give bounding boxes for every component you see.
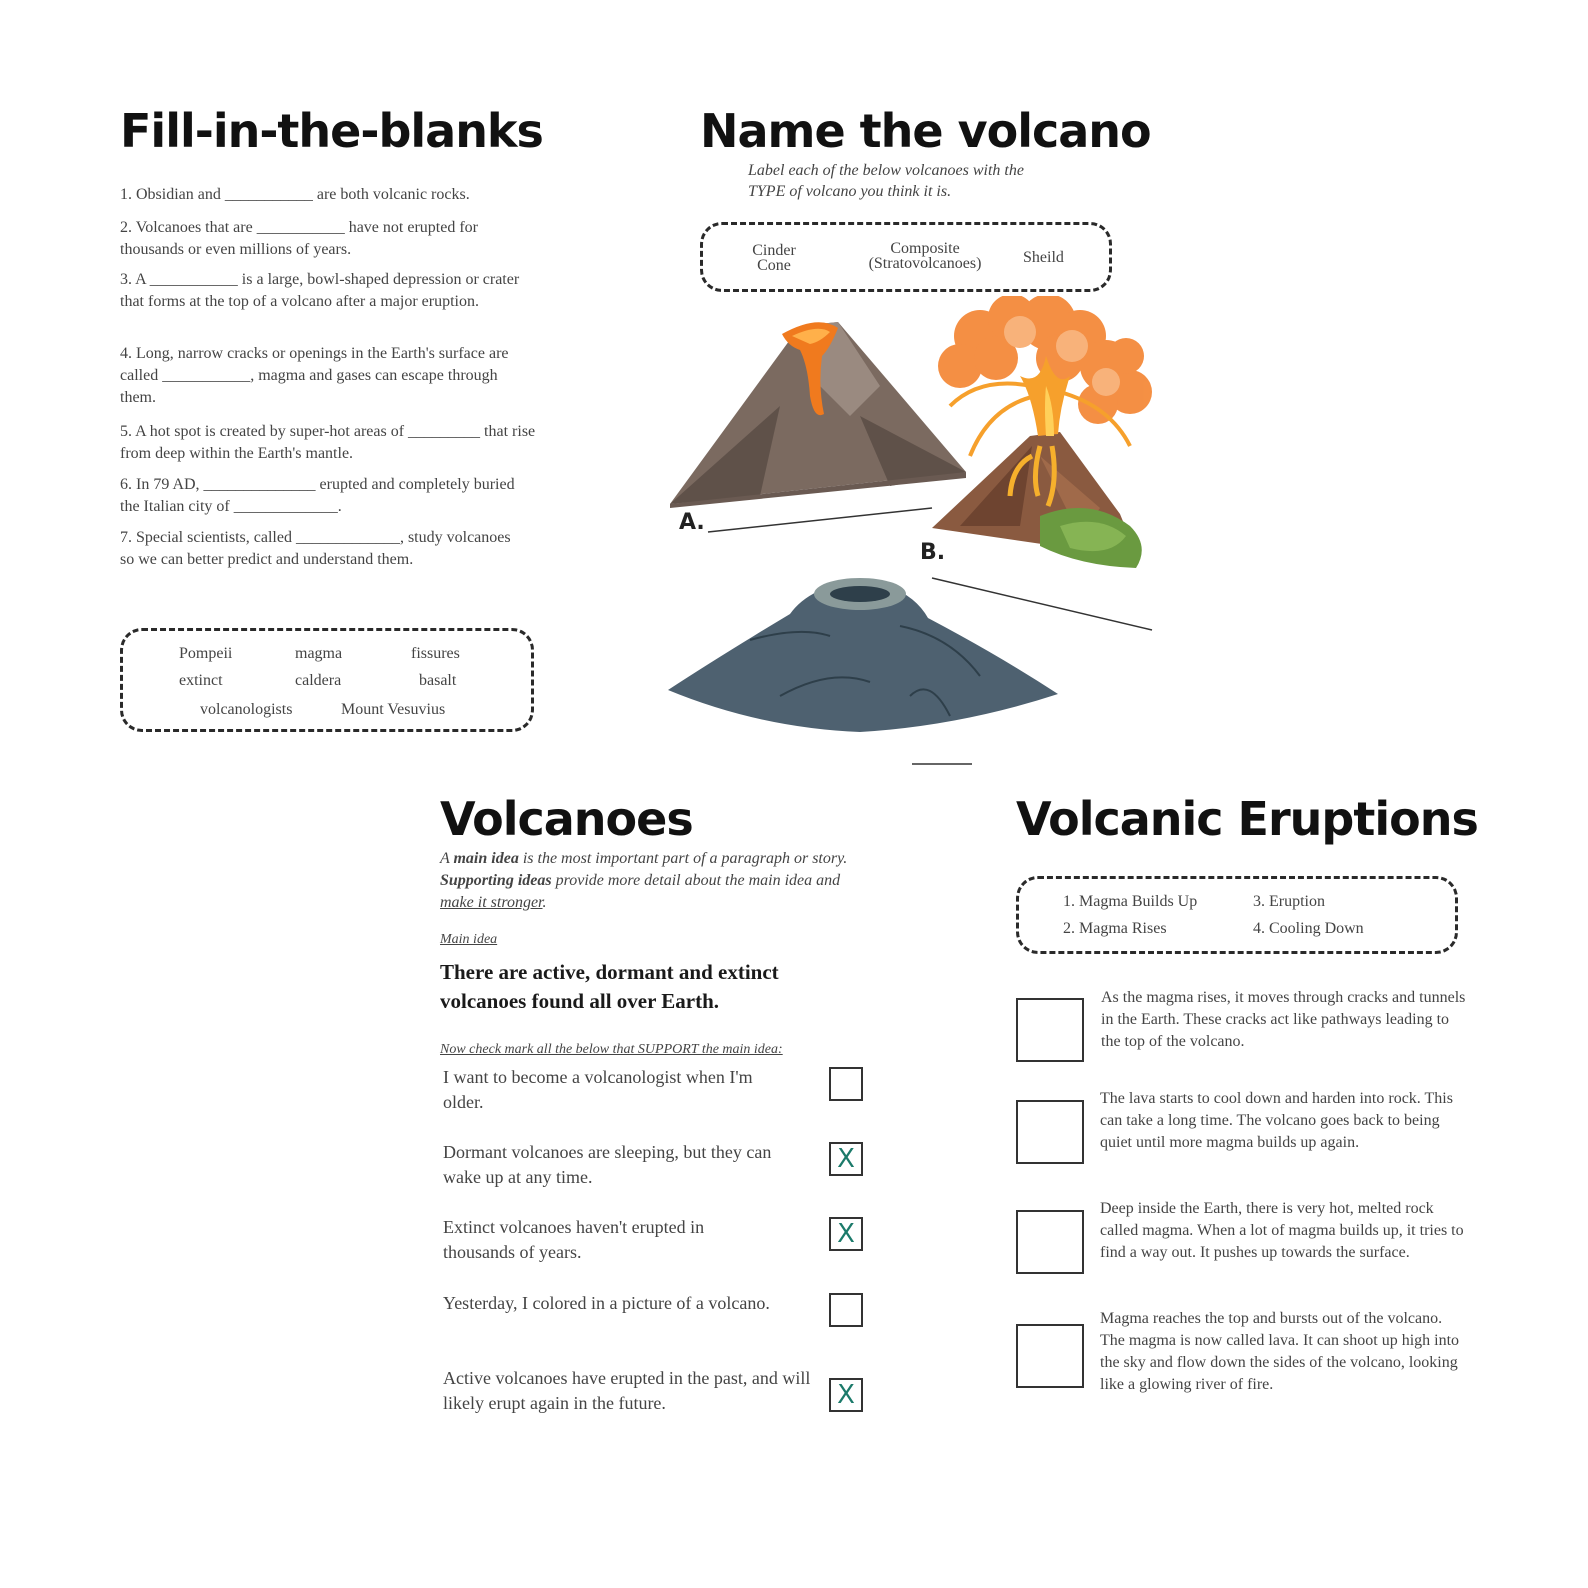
- cinder-cone-illustration: [670, 322, 966, 508]
- eruption-description: The lava starts to cool down and harden into rock. This can take a long time. The volcano goes back to being quiet until more magma builds up again.: [1100, 1090, 1453, 1151]
- volcano-type-bank: [700, 222, 1112, 292]
- word-bank-item: magma: [295, 645, 343, 662]
- question-4: 4. Long, narrow cracks or openings in the Earth's surface are called ___________, magma and gases can escape through them.: [120, 345, 509, 406]
- name-volcano-instructions-2: TYPE of volcano you think it is.: [748, 183, 952, 200]
- main-idea-intro: A main idea is the most important part of a paragraph or story. Supporting ideas provide more detail about the main idea and make it stronger.: [440, 850, 848, 911]
- eruption-step: 4. Cooling Down: [1253, 920, 1364, 937]
- label-a: A.: [679, 510, 705, 535]
- label-b: B.: [920, 540, 946, 565]
- eruption-step: 3. Eruption: [1253, 893, 1325, 910]
- support-checkbox[interactable]: [829, 1293, 863, 1327]
- type-cinder-cone-line2: Cone: [757, 257, 791, 274]
- word-bank-item: volcanologists: [200, 701, 293, 718]
- question-7: 7. Special scientists, called _____________, study volcanoes so we can better predict and understand them.: [120, 529, 511, 568]
- name-volcano-instructions-1: Label each of the below volcanoes with the: [748, 162, 1024, 179]
- label-a-line: [708, 508, 932, 532]
- eruption-description: As the magma rises, it moves through cracks and tunnels in the Earth. These cracks act like pathways leading to the top of the volcano.: [1101, 989, 1466, 1050]
- question-6: 6. In 79 AD, ______________ erupted and completely buried the Italian city of _____________.: [120, 476, 515, 515]
- support-checkbox[interactable]: X: [829, 1217, 863, 1251]
- step-number-box[interactable]: [1016, 1100, 1084, 1164]
- support-checkbox[interactable]: X: [829, 1142, 863, 1176]
- main-idea-label: Main idea: [440, 932, 498, 947]
- step-number-box[interactable]: [1016, 998, 1084, 1062]
- support-item-text: Dormant volcanoes are sleeping, but they can wake up at any time.: [443, 1142, 772, 1187]
- step-number-box[interactable]: [1016, 1324, 1084, 1388]
- word-bank-item: Pompeii: [179, 645, 233, 662]
- supporting-ideas-term: Supporting ideas: [440, 872, 552, 889]
- main-idea-statement: There are active, dormant and extinct volcanoes found all over Earth.: [440, 960, 779, 1013]
- support-item-text: Yesterday, I colored in a picture of a volcano.: [443, 1293, 770, 1313]
- question-2: 2. Volcanoes that are ___________ have not erupted for thousands or even millions of years.: [120, 219, 478, 258]
- eruption-steps-bank: [1016, 876, 1458, 954]
- eruption-step: 1. Magma Builds Up: [1063, 893, 1198, 910]
- support-item-text: I want to become a volcanologist when I'm older.: [443, 1067, 753, 1112]
- word-bank-item: basalt: [419, 672, 457, 689]
- main-idea-term: main idea: [453, 850, 519, 867]
- type-composite-line1: Composite: [890, 240, 960, 257]
- support-item-text: Active volcanoes have erupted in the past, and will likely erupt again in the future.: [443, 1368, 811, 1413]
- word-bank-item: fissures: [411, 645, 460, 662]
- support-checkbox[interactable]: [829, 1067, 863, 1101]
- volcanoes-title: Volcanoes: [440, 792, 693, 846]
- fill-blanks-title: Fill-in-the-blanks: [120, 104, 543, 158]
- eruption-step: 2. Magma Rises: [1063, 920, 1167, 937]
- step-number-box[interactable]: [1016, 1210, 1084, 1274]
- support-checkbox[interactable]: X: [829, 1378, 863, 1412]
- type-cinder-cone-line1: Cinder: [752, 242, 796, 259]
- support-item-text: Extinct volcanoes haven't erupted in thousands of years.: [443, 1217, 705, 1262]
- word-bank-item: Mount Vesuvius: [341, 701, 446, 718]
- word-bank-item: extinct: [179, 672, 223, 689]
- eruptions-title: Volcanic Eruptions: [1016, 792, 1478, 846]
- word-bank-item: caldera: [295, 672, 342, 689]
- check-instructions: Now check mark all the below that SUPPORT the main idea:: [440, 1042, 783, 1057]
- eruption-description: Deep inside the Earth, there is very hot, melted rock called magma. When a lot of magma builds up, it tries to find a way out. It pushes up towards the surface.: [1100, 1200, 1464, 1261]
- eruption-description: Magma reaches the top and bursts out of the volcano. The magma is now called lava. It can shoot up high into the sky and flow down the sides of the volcano, looking like a glowing river of fire.: [1100, 1310, 1460, 1393]
- type-shield: Sheild: [1023, 249, 1064, 266]
- question-1: 1. Obsidian and ___________ are both volcanic rocks.: [120, 186, 470, 203]
- shield-volcano-illustration: [668, 578, 1058, 732]
- name-volcano-title: Name the volcano: [700, 104, 1151, 158]
- question-5: 5. A hot spot is created by super-hot areas of _________ that rise from deep within the Earth's mantle.: [120, 423, 536, 462]
- type-composite-line2: (Stratovolcanoes): [868, 255, 982, 272]
- volcano-illustrations: [660, 296, 1180, 766]
- word-bank: [120, 628, 534, 732]
- label-b-line: [932, 578, 1152, 630]
- composite-volcano-illustration: [932, 296, 1152, 568]
- question-3: 3. A ___________ is a large, bowl-shaped depression or crater that forms at the top of a volcano after a major eruption.: [120, 271, 520, 310]
